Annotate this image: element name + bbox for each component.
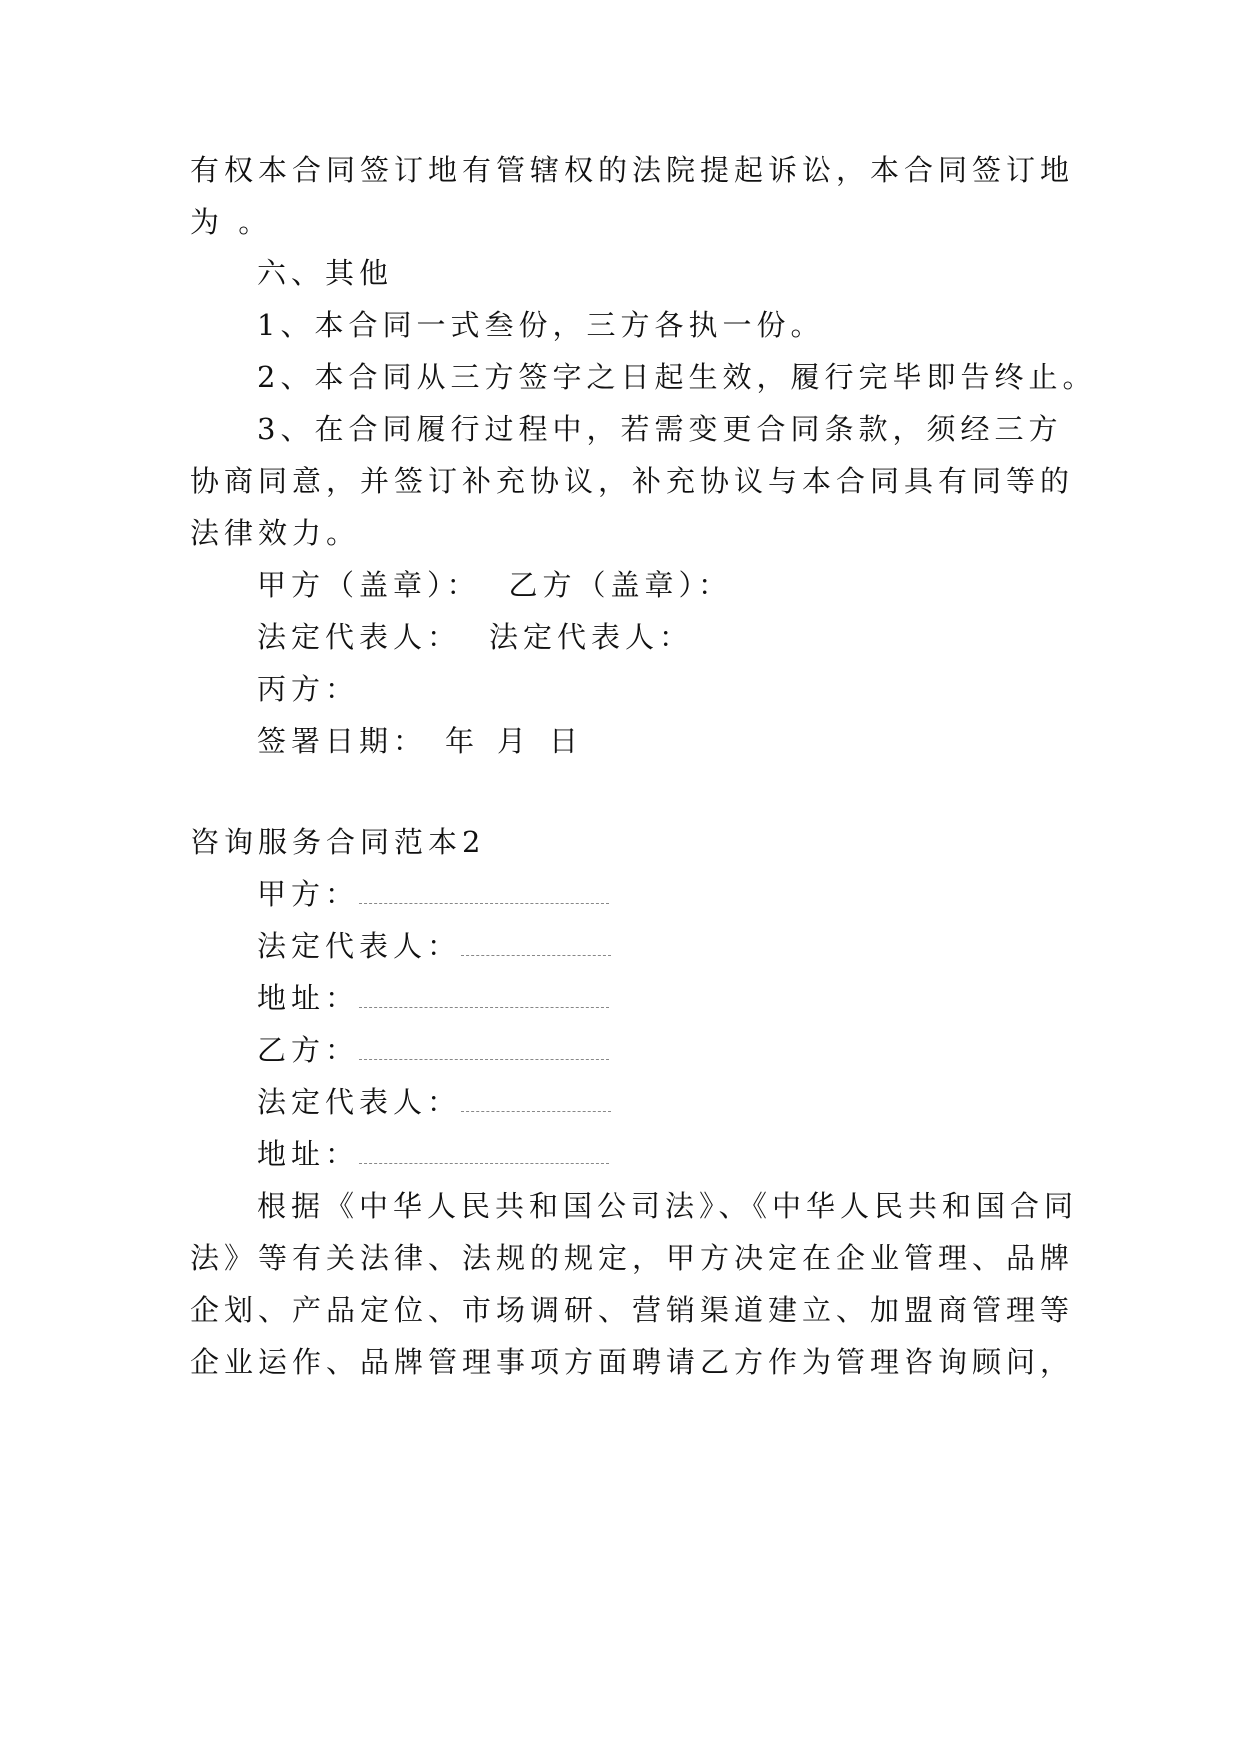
paragraph-line: 有权本合同签订地有管辖权的法院提起诉讼，本合同签订地 [190,153,1075,187]
party-a-representative-field [257,926,611,966]
signature-seal-row [257,565,732,605]
party-b-blank [359,1037,609,1060]
party-b-seal-label: 乙方（盖章）： [508,568,733,602]
party-a-representative-label: 法定代表人： [257,620,462,654]
party-b-address-label: 地址： [257,1137,360,1171]
party-a-address-blank [359,985,609,1008]
party-b-address-field [257,1134,609,1174]
party-b-address-blank [359,1141,609,1164]
date-day: 日 [549,724,584,758]
party-a-rep-label: 法定代表人： [257,929,462,963]
clause-item-1: 1、本合同一式叁份，三方各执一份。 [257,308,825,342]
party-b-rep-label: 法定代表人： [257,1085,462,1119]
clause-item-3: 3、在合同履行过程中，若需变更合同条款，须经三方 [257,412,1063,446]
party-a-seal-label: 甲方（盖章）： [257,568,481,602]
clause-item-3-continued: 协商同意，并签订补充协议，补充协议与本合同具有同等的 [190,464,1075,498]
signature-representative-row [257,617,693,657]
party-a-address-label: 地址： [257,981,360,1015]
clause-item-3-continued: 法律效力。 [190,516,361,550]
intro-paragraph-line: 根据《中华人民共和国公司法》、《中华人民共和国合同 [257,1189,1079,1223]
party-c-signature-label: 丙方： [257,672,360,706]
party-a-label: 甲方： [257,877,360,911]
clause-item-2: 2、本合同从三方签字之日起生效，履行完毕即告终止。 [257,360,1097,394]
contract-title: 咨询服务合同范本2 [190,825,486,859]
party-a-blank [359,881,609,904]
party-a-field [257,874,609,914]
party-b-field [257,1030,609,1070]
party-b-rep-blank [461,1089,611,1112]
party-b-representative-label: 法定代表人： [489,620,694,654]
date-year: 年 [445,724,480,758]
signature-date-row [257,721,583,761]
party-b-label: 乙方： [257,1033,360,1067]
paragraph-line: 为 。 [190,205,273,239]
intro-paragraph-line: 企业运作、品牌管理事项方面聘请乙方作为管理咨询顾问， [190,1345,1075,1379]
intro-paragraph-line: 企划、产品定位、市场调研、营销渠道建立、加盟商管理等 [190,1293,1075,1327]
date-month: 月 [497,724,532,758]
signature-date-label: 签署日期： [257,724,428,758]
section-heading-other: 六、其他 [257,256,394,290]
party-b-representative-field [257,1082,611,1122]
party-a-rep-blank [461,933,611,956]
party-a-address-field [257,978,609,1018]
intro-paragraph-line: 法》等有关法律、法规的规定，甲方决定在企业管理、品牌 [190,1241,1075,1275]
